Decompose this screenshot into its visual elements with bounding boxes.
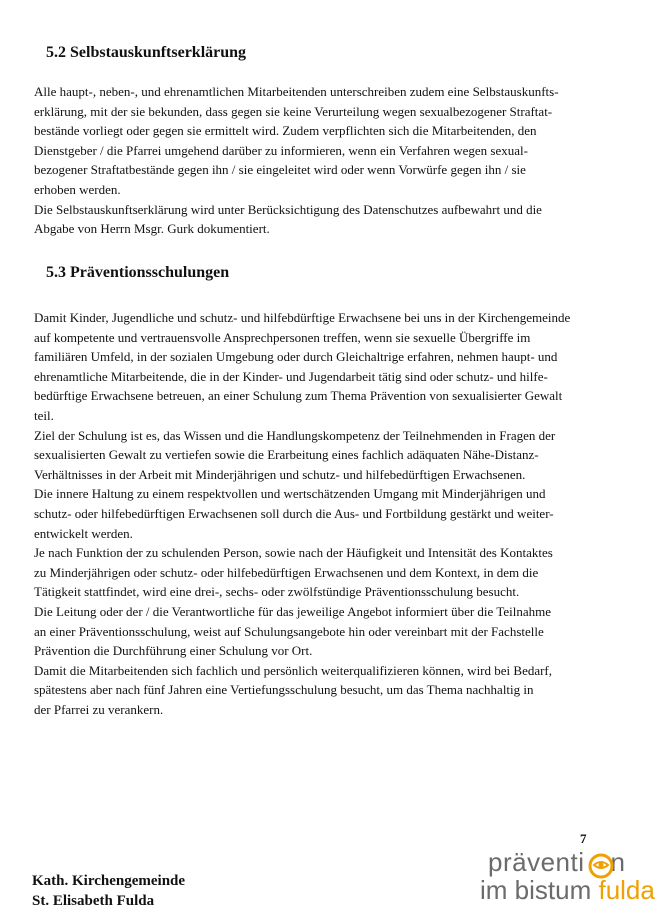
text-line: an einer Präventionsschulung, weist auf Schulungsangebote hin oder vereinbart mit der Fachstelle xyxy=(34,623,544,639)
text-line: sexualisierten Gewalt zu vertiefen sowie die Erarbeitung eines fachlich adäquaten Nähe-Distanz- xyxy=(34,447,539,463)
text-line: Dienstgeber / die Pfarrei umgehend darüber zu informieren, wenn ein Verfahren wegen sexual- xyxy=(34,142,528,158)
text-line: Ziel der Schulung ist es, das Wissen und die Handlungskompetenz der Teilnehmenden in Fragen der xyxy=(34,427,556,443)
footer-line-1: Kath. Kirchengemeinde xyxy=(32,873,186,889)
text-line: bezogener Straftatbestände gegen ihn / sie eingeleitet wird oder wenn Vorwürfe gegen ihn / sie xyxy=(34,162,526,178)
text-line: familiären Umfeld, in der sozialen Umgebung oder durch Gleichaltrige erfahren, nehmen haupt- und xyxy=(34,349,558,365)
text-line: teil. xyxy=(34,407,54,423)
text-line: Abgabe von Herrn Msgr. Gurk dokumentiert. xyxy=(34,221,270,237)
logo-word-bottom: im bistum fulda xyxy=(480,875,655,905)
footer-parish xyxy=(32,871,185,911)
footer-line-2: St. Elisabeth Fulda xyxy=(32,893,155,909)
text-line: Die Leitung oder der / die Verantwortliche für das jeweilige Angebot informiert über die Teilnahme xyxy=(34,603,551,619)
text-line: Tätigkeit stattfindet, wird eine drei-, sechs- oder zwölfstündige Präventionsschulung besucht. xyxy=(34,584,520,600)
text-line: ehrenamtliche Mitarbeitende, die in der Kinder- und Jugendarbeit tätig sind oder schutz- und hilfe- xyxy=(34,368,548,384)
section-body-praevention xyxy=(34,308,634,719)
text-line: erhoben werden. xyxy=(34,181,121,197)
text-line: Je nach Funktion der zu schulenden Person, sowie nach der Häufigkeit und Intensität des Kontaktes xyxy=(34,545,553,561)
section-body-selbstauskunft xyxy=(34,82,634,239)
text-line: erklärung, mit der sie bekunden, dass gegen sie keine Verurteilung wegen sexualbezogener Straftat- xyxy=(34,103,553,119)
text-line: Verhältnisses in der Arbeit mit Minderjährigen und schutz- und hilfebedürftigen Erwachsenen. xyxy=(34,466,526,482)
text-line: spätestens aber nach fünf Jahren eine Vertiefungsschulung besucht, um das Thema nachhaltig in xyxy=(34,682,534,698)
text-line: der Pfarrei zu verankern. xyxy=(34,701,164,717)
praevention-logo xyxy=(478,849,654,911)
text-line: Die Selbstauskunftserklärung wird unter Berücksichtigung des Datenschutzes aufbewahrt und die xyxy=(34,201,542,217)
text-line: Prävention die Durchführung einer Schulung vor Ort. xyxy=(34,643,313,659)
text-line: auf kompetente und vertrauensvolle Ansprechpersonen treffen, wenn sie sexuelle Übergriffe im xyxy=(34,329,531,345)
section-heading-selbstauskunft: 5.2 Selbstauskunftserklärung xyxy=(46,44,247,61)
text-line: entwickelt werden. xyxy=(34,525,133,541)
logo-word-top: präventi n xyxy=(488,847,626,877)
text-line: Damit Kinder, Jugendliche und schutz- und hilfebdürftige Erwachsene bei uns in der Kirchengemeinde xyxy=(34,310,571,325)
section-heading-praevention: 5.3 Präventionsschulungen xyxy=(46,264,230,281)
text-line: schutz- oder hilfebedürftigen Erwachsenen soll durch die Aus- und Fortbildung gestärkt und weiter- xyxy=(34,505,554,521)
page-number: 7 xyxy=(580,831,587,846)
text-line: bestände vorliegt oder gegen sie ermittelt wird. Zudem verpflichten sich die Mitarbeitenden, den xyxy=(34,123,537,139)
text-line: bedürftige Erwachsene betreuen, an einer Schulung zum Thema Prävention von sexualisierter Gewalt xyxy=(34,388,563,404)
text-line: Damit die Mitarbeitenden sich fachlich und persönlich weiterqualifizieren können, wird bei Bedarf, xyxy=(34,662,553,678)
text-line: Die innere Haltung zu einem respektvollen und wertschätzenden Umgang mit Minderjährigen und xyxy=(34,486,546,502)
text-line: zu Minderjährigen oder schutz- oder hilfebedürftigen Erwachsenen und dem Kontext, in dem die xyxy=(34,564,539,580)
text-line: Alle haupt-, neben-, und ehrenamtlichen Mitarbeitenden unterschreiben zudem eine Selbstauskunfts- xyxy=(34,84,559,99)
